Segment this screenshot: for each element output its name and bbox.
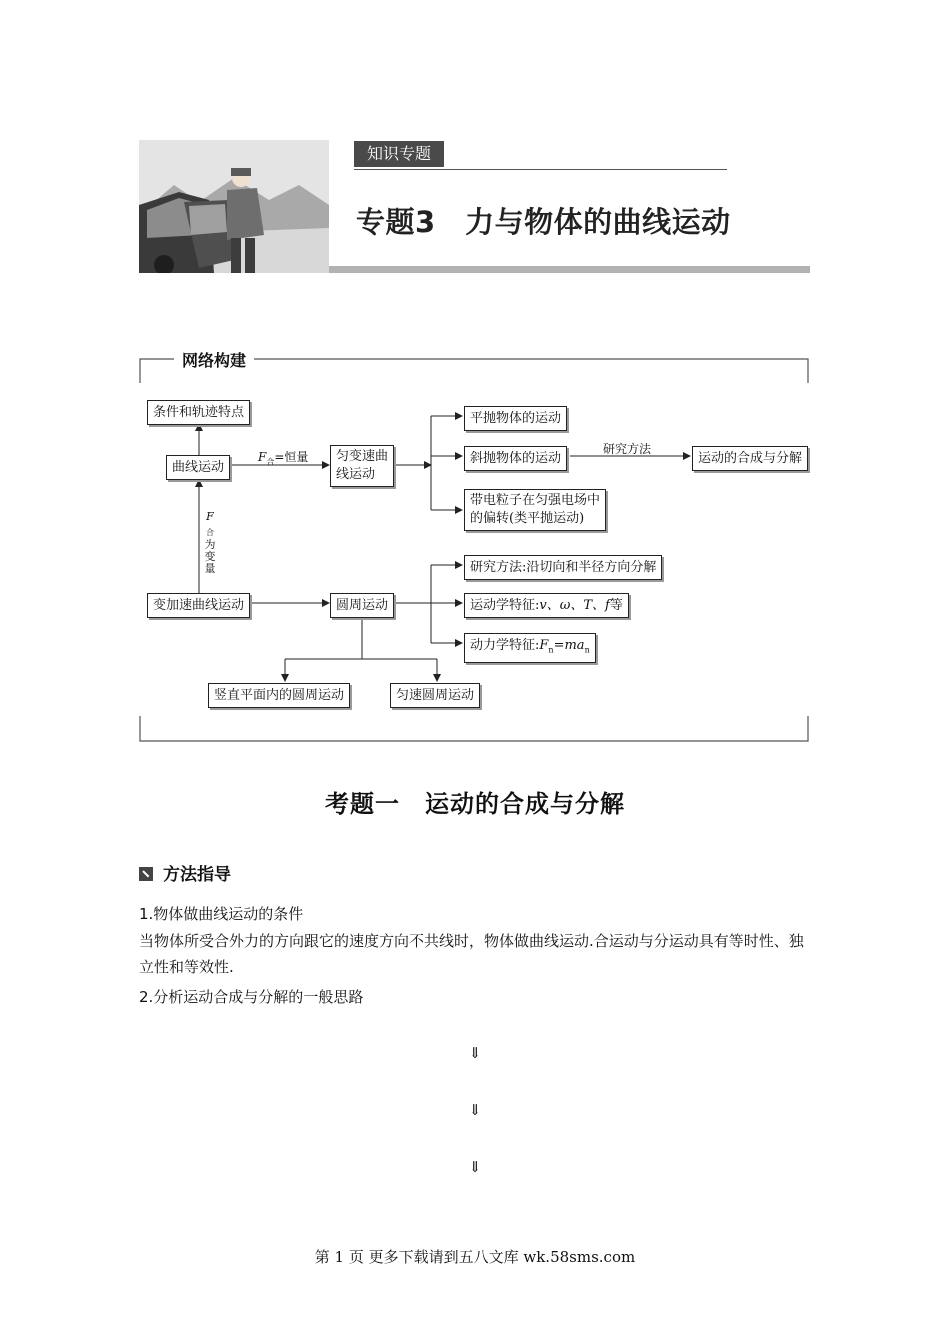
node-kinematics (464, 593, 629, 618)
dynamics-sub-n2: n (584, 645, 590, 655)
node-charged-line1: 带电粒子在匀强电场中 (470, 493, 601, 508)
label-f-constant (258, 448, 308, 467)
node-conditions: 条件和轨迹特点 (147, 400, 250, 425)
network-title: 网络构建 (174, 348, 254, 371)
node-charged-line2: 的偏转(类平抛运动) (470, 511, 585, 526)
paragraph-2-heading: 2.分析运动合成与分解的一般思路 (139, 988, 364, 1006)
label-research-method: 研究方法 (603, 442, 652, 456)
label-f-variable-2: 变 (204, 550, 216, 564)
method-heading (139, 860, 231, 885)
label-f-constant-sub: 合 (266, 457, 275, 467)
node-uniform-variable-line1: 匀变速曲 (336, 449, 389, 464)
down-arrow-icon: ⇓ (468, 1158, 482, 1176)
node-dynamics (464, 633, 596, 663)
dynamics-sub-n: n (548, 645, 554, 655)
label-f-constant-text: =恒量 (274, 450, 309, 464)
node-compose: 运动的合成与分解 (692, 446, 808, 471)
paragraph-1-heading: 1.物体做曲线运动的条件 (139, 905, 304, 923)
node-oblique: 斜抛物体的运动 (464, 446, 567, 471)
kinematics-label: 运动学特征: (470, 598, 540, 613)
section-title: 考题一 运动的合成与分解 (325, 789, 625, 818)
arrow-down-right-icon (139, 867, 153, 881)
down-arrow-icon: ⇓ (468, 1044, 482, 1062)
label-f-variable-1: 为 (204, 538, 216, 552)
label-f-constant-F: F (258, 450, 267, 464)
label-f-variable-F: F (206, 510, 214, 523)
dynamics-F: F (539, 638, 549, 653)
dynamics-label: 动力学特征: (470, 638, 540, 653)
page-title: 专题3 力与物体的曲线运动 (356, 205, 731, 239)
node-circular: 圆周运动 (330, 593, 394, 618)
node-variable-accel: 变加速曲线运动 (147, 593, 250, 618)
node-curve-motion: 曲线运动 (166, 455, 230, 480)
paragraph-1-body: 当物体所受合外力的方向跟它的速度方向不共线时，物体做曲线运动.合运动与分运动具有等时性、独立性和等效性. (139, 932, 804, 976)
method-heading-text: 方法指导 (163, 865, 231, 885)
node-charged-particle (464, 489, 606, 531)
dynamics-eq: =ma (553, 638, 585, 653)
kinematics-end: 等 (609, 598, 623, 613)
label-f-variable-sub: 合 (206, 528, 214, 538)
label-f-variable-3: 量 (204, 562, 216, 576)
kinematics-vars: v、ω、T、f (539, 598, 610, 613)
node-uniform-variable-line2: 线运动 (336, 467, 376, 482)
page-footer: 第 1 页 更多下载请到五八文库 wk.58sms.com (314, 1248, 636, 1266)
node-uniform-circle: 匀速圆周运动 (390, 683, 480, 708)
label-f-variable (203, 511, 217, 575)
node-vertical-circle: 竖直平面内的圆周运动 (208, 683, 350, 708)
node-uniform-variable (330, 445, 394, 487)
down-arrow-icon: ⇓ (468, 1101, 482, 1119)
node-projectile: 平抛物体的运动 (464, 406, 567, 431)
section-tag: 知识专题 (354, 141, 444, 167)
node-method-tangent: 研究方法:沿切向和半径方向分解 (464, 555, 662, 580)
